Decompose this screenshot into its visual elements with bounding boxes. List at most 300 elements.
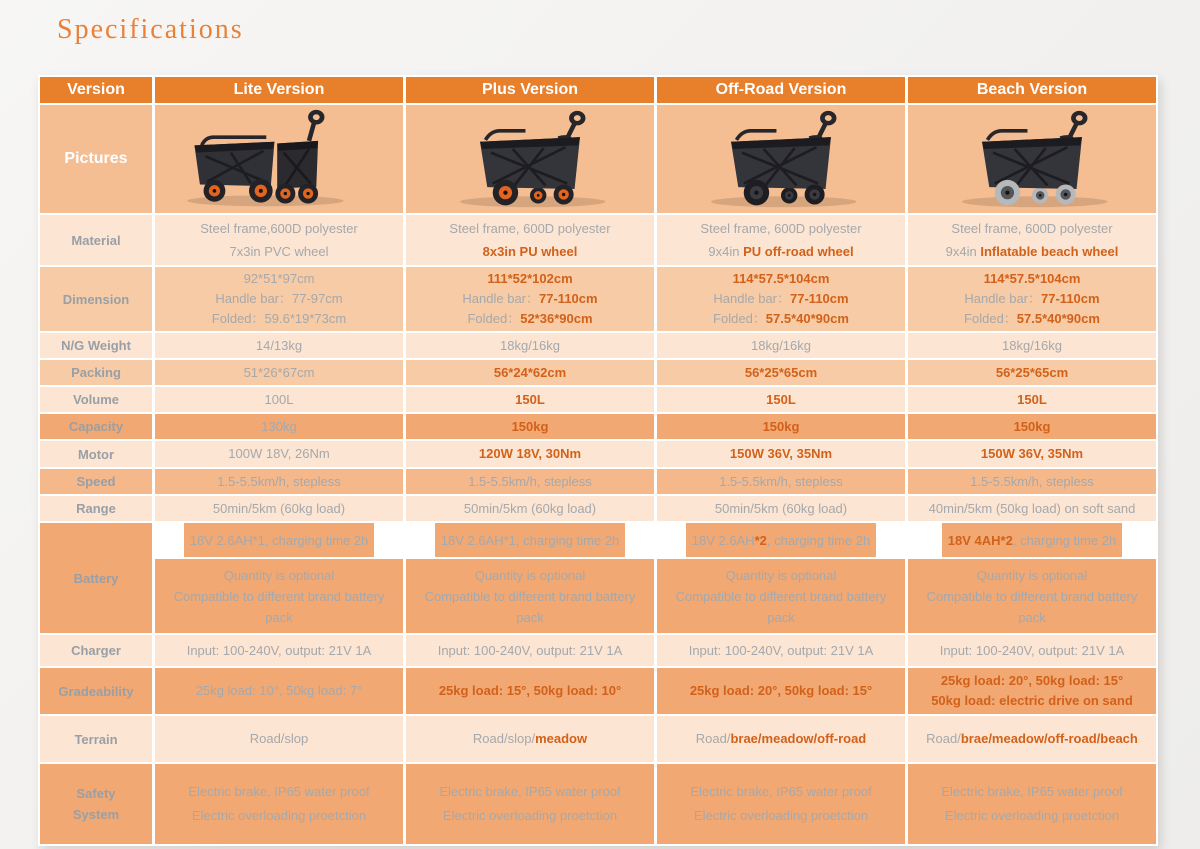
spec-text: Handle bar： <box>713 291 791 306</box>
spec-line <box>224 565 335 586</box>
spec-line <box>726 565 837 586</box>
spec-text: Road/ <box>926 731 961 746</box>
spec-text: , charging time 2h <box>1012 532 1117 548</box>
spec-text: 56*25*65cm <box>744 364 818 380</box>
spec-text: Electric overloading proetction <box>693 808 869 823</box>
spec-text: 1.5-5.5km/h, stepless <box>468 473 592 489</box>
spec-text: Road/slop/ <box>472 731 536 746</box>
spec-cell <box>908 215 1156 265</box>
spec-line <box>964 289 1099 309</box>
spec-cell <box>908 716 1156 762</box>
spec-cell <box>908 360 1156 385</box>
spec-line <box>475 565 586 586</box>
product-image-cell-off-road <box>657 105 905 213</box>
product-image-plus <box>422 109 638 209</box>
spec-text: Quantity is optional <box>474 567 586 583</box>
spec-cell <box>908 387 1156 412</box>
spec-text: 150L <box>515 391 545 407</box>
spec-cell <box>657 635 905 666</box>
spec-text: Compatible to different brand battery pack <box>675 588 887 625</box>
spec-text: 150W 36V, 35Nm <box>980 446 1084 461</box>
spec-line <box>483 240 578 263</box>
spec-text: Input: 100-240V, output: 21V 1A <box>437 642 623 658</box>
spec-text: Road/slop <box>249 731 309 746</box>
spec-text: 130kg <box>261 418 297 434</box>
spec-text: 150kg <box>1013 418 1051 434</box>
spec-line <box>941 671 1123 691</box>
spec-cell <box>406 387 654 412</box>
spec-text: 18kg/16kg <box>500 337 560 353</box>
spec-line <box>745 363 817 383</box>
row-label-terrain <box>40 716 152 762</box>
spec-text: , charging time 2h <box>766 532 871 548</box>
spec-cell <box>406 764 654 844</box>
product-image-cell-beach <box>908 105 1156 213</box>
spec-line <box>487 269 572 289</box>
header-cell-plus-version: Plus Version <box>406 77 654 103</box>
spec-row-battery <box>40 523 1156 633</box>
spec-text: Road/ <box>695 731 731 746</box>
spec-line <box>970 472 1094 492</box>
spec-text: Electric brake, IP65 water proof <box>188 784 370 799</box>
spec-line <box>200 217 358 240</box>
spec-line <box>733 269 830 289</box>
spec-text: 18V 2.6AH*1, charging time 2h <box>440 532 620 548</box>
spec-line <box>438 641 623 661</box>
spec-text: Steel frame,600D polyester <box>200 221 358 236</box>
battery-spec-cell <box>406 523 654 633</box>
spec-text: 57.5*40*90cm <box>765 311 849 326</box>
spec-text: Quantity is optional <box>223 567 335 583</box>
spec-line <box>690 780 871 804</box>
spec-text: Electric brake, IP65 water proof <box>439 784 621 799</box>
spec-line <box>412 586 648 628</box>
spec-cell <box>155 469 403 494</box>
spec-line <box>945 804 1119 828</box>
spec-cell <box>657 414 905 439</box>
spec-text: 77-110cm <box>1041 291 1100 306</box>
spec-cell <box>155 215 403 265</box>
spec-line <box>700 217 861 240</box>
spec-text: 50min/5km (60kg load) <box>463 500 597 516</box>
spec-text: Electric overloading proetction <box>191 808 367 823</box>
spec-cell <box>155 668 403 714</box>
spec-line <box>1002 336 1062 356</box>
spec-line <box>719 472 843 492</box>
spec-cell <box>908 496 1156 521</box>
spec-cell <box>406 668 654 714</box>
spec-line <box>951 217 1112 240</box>
spec-cell <box>908 414 1156 439</box>
spec-cell <box>657 215 905 265</box>
product-image-cell-plus <box>406 105 654 213</box>
spec-line <box>708 240 853 263</box>
row-label-range <box>40 496 152 521</box>
spec-cell <box>155 441 403 467</box>
label-text: Terrain <box>74 731 118 747</box>
spec-line <box>715 499 847 519</box>
row-label-motor <box>40 441 152 467</box>
spec-cell <box>657 764 905 844</box>
spec-row-packing <box>40 360 1156 385</box>
spec-line <box>213 499 345 519</box>
label-text: Safety <box>76 786 116 801</box>
battery-spec-cell <box>908 523 1156 633</box>
spec-text: Folded：59.6*19*73cm <box>211 311 347 326</box>
product-image-cell-lite <box>155 105 403 213</box>
row-label-capacity <box>40 414 152 439</box>
page-title: Specifications <box>57 14 244 45</box>
spec-line <box>940 641 1125 661</box>
spec-line <box>228 444 329 464</box>
spec-text: 100W 18V, 26Nm <box>228 446 330 461</box>
spec-line <box>244 363 315 383</box>
spec-row-gradeability <box>40 668 1156 714</box>
label-text: Speed <box>76 474 116 489</box>
battery-spec-cell <box>657 523 905 633</box>
spec-text: Input: 100-240V, output: 21V 1A <box>688 642 874 658</box>
battery-compatibility-note <box>908 559 1156 633</box>
spec-line <box>948 530 1116 551</box>
battery-pack-spec <box>435 523 626 557</box>
spec-line <box>984 269 1081 289</box>
spec-cell <box>657 496 905 521</box>
header-cell-lite-version: Lite Version <box>155 77 403 103</box>
battery-spec-cell <box>155 523 403 633</box>
spec-line <box>215 289 342 309</box>
spec-line <box>217 472 341 492</box>
spec-text: 18kg/16kg <box>1002 337 1062 353</box>
spec-line <box>250 729 309 749</box>
spec-cell <box>908 764 1156 844</box>
spec-row-motor <box>40 441 1156 467</box>
spec-text: meadow <box>535 731 588 746</box>
spec-line <box>190 530 369 551</box>
spec-row-range <box>40 496 1156 521</box>
spec-line <box>161 586 397 628</box>
spec-cell <box>155 360 403 385</box>
spec-cell <box>657 668 905 714</box>
spec-cell <box>406 716 654 762</box>
spec-line <box>730 444 832 464</box>
spec-line <box>931 691 1133 711</box>
row-label-packing <box>40 360 152 385</box>
spec-cell <box>657 441 905 467</box>
spec-line <box>914 586 1150 628</box>
spec-text: Electric brake, IP65 water proof <box>690 784 872 799</box>
spec-text: Input: 100-240V, output: 21V 1A <box>186 642 372 658</box>
spec-text: Compatible to different brand battery pack <box>926 588 1138 625</box>
spec-line <box>500 336 560 356</box>
spec-line <box>713 309 849 329</box>
spec-text: 8x3in PU wheel <box>482 244 578 259</box>
label-text: N/G Weight <box>61 338 131 353</box>
row-label-charger <box>40 635 152 666</box>
spec-text: 25kg load: 15°, 50kg load: 10° <box>438 683 622 698</box>
spec-line <box>1014 417 1051 437</box>
spec-line <box>964 309 1100 329</box>
spec-line <box>479 444 581 464</box>
spec-text: 1.5-5.5km/h, stepless <box>719 473 843 489</box>
spec-line <box>512 417 549 437</box>
spec-cell <box>155 267 403 331</box>
spec-text: 7x3in PVC wheel <box>229 244 329 259</box>
row-label-battery <box>40 523 152 633</box>
spec-cell <box>155 333 403 358</box>
spec-row-material <box>40 215 1156 265</box>
spec-line <box>256 336 302 356</box>
spec-cell <box>657 716 905 762</box>
spec-text: 114*57.5*104cm <box>732 271 830 286</box>
spec-line <box>751 336 811 356</box>
spec-text: 120W 18V, 30Nm <box>478 446 582 461</box>
label-text: Gradeability <box>58 683 134 699</box>
spec-cell <box>908 635 1156 666</box>
spec-text: 50min/5km (60kg load) <box>714 500 848 516</box>
spec-text: 51*26*67cm <box>243 364 315 380</box>
spec-text: 1.5-5.5km/h, stepless <box>970 473 1094 489</box>
spec-text: 56*24*62cm <box>493 364 567 380</box>
spec-text: Folded： <box>467 311 521 326</box>
product-image-beach <box>924 109 1140 209</box>
spec-cell <box>155 635 403 666</box>
spec-line <box>464 499 596 519</box>
spec-cell <box>155 387 403 412</box>
label-text: Volume <box>73 392 119 407</box>
spec-line <box>663 586 899 628</box>
spec-line <box>261 417 296 437</box>
spec-cell <box>155 716 403 762</box>
spec-text: 50min/5km (60kg load) <box>212 500 346 516</box>
spec-line <box>1017 390 1047 410</box>
spec-line <box>467 309 592 329</box>
spec-cell <box>908 668 1156 714</box>
spec-text: 18V 4AH*2 <box>947 532 1013 548</box>
spec-line <box>212 309 346 329</box>
spec-line <box>515 390 545 410</box>
spec-cell <box>908 441 1156 467</box>
spec-text: Handle bar：77-97cm <box>215 291 343 306</box>
spec-text: Compatible to different brand battery pack <box>424 588 636 625</box>
label-text: Material <box>71 232 121 248</box>
spec-cell <box>155 764 403 844</box>
spec-line <box>188 780 369 804</box>
pictures-label: Pictures <box>40 105 152 213</box>
spec-line <box>941 780 1122 804</box>
spec-line <box>265 390 294 410</box>
label-text: Capacity <box>68 419 124 434</box>
battery-compatibility-note <box>155 559 403 633</box>
spec-text: Folded： <box>713 311 766 326</box>
header-cell-beach-version: Beach Version <box>908 77 1156 103</box>
spec-cell <box>908 333 1156 358</box>
spec-text: 9x4in <box>708 244 744 259</box>
spec-cell <box>657 267 905 331</box>
spec-cell <box>908 267 1156 331</box>
spec-line <box>443 804 617 828</box>
spec-row-terrain <box>40 716 1156 762</box>
spec-cell <box>657 387 905 412</box>
spec-row-dimension <box>40 267 1156 331</box>
spec-text: 114*57.5*104cm <box>983 271 1081 286</box>
spec-line <box>713 289 848 309</box>
spec-text: Inflatable beach wheel <box>980 244 1119 259</box>
spec-text: Input: 100-240V, output: 21V 1A <box>939 642 1125 658</box>
spec-text: Steel frame, 600D polyester <box>449 221 611 236</box>
label-text: Dimension <box>62 291 130 307</box>
spec-line <box>449 217 610 240</box>
spec-text: 150kg <box>511 418 549 434</box>
spec-line <box>689 641 874 661</box>
spec-cell <box>657 469 905 494</box>
battery-compatibility-note <box>657 559 905 633</box>
row-label-speed <box>40 469 152 494</box>
spec-line <box>196 681 363 701</box>
spec-text: 18V 2.6AH*1, charging time 2h <box>189 532 369 548</box>
spec-line <box>977 565 1088 586</box>
row-label-gradeability <box>40 668 152 714</box>
spec-cell <box>406 414 654 439</box>
spec-row-capacity <box>40 414 1156 439</box>
header-cell-off-road-version: Off-Road Version <box>657 77 905 103</box>
spec-line <box>981 444 1083 464</box>
spec-line <box>694 804 868 828</box>
spec-row-ng-weight <box>40 333 1156 358</box>
spec-line <box>439 681 621 701</box>
row-label-safety-system <box>40 764 152 844</box>
spec-header-row <box>40 77 1156 103</box>
spec-cell <box>155 414 403 439</box>
spec-text: Folded： <box>964 311 1017 326</box>
spec-text: 57.5*40*90cm <box>1016 311 1100 326</box>
spec-text: Steel frame, 600D polyester <box>700 221 862 236</box>
spec-text: 25kg load: 20°, 50kg load: 15° <box>940 673 1124 688</box>
spec-row-safety-system <box>40 764 1156 844</box>
spec-cell <box>406 635 654 666</box>
battery-pack-spec <box>942 523 1122 557</box>
spec-text: 56*25*65cm <box>995 364 1069 380</box>
row-label-material <box>40 215 152 265</box>
spec-text: Quantity is optional <box>976 567 1088 583</box>
spec-line <box>230 240 329 263</box>
spec-text: Handle bar： <box>964 291 1042 306</box>
spec-line <box>763 417 800 437</box>
spec-row-charger <box>40 635 1156 666</box>
spec-text: 150L <box>766 391 796 407</box>
spec-line <box>929 499 1136 519</box>
spec-text: brae/meadow/off-road/beach <box>960 731 1138 746</box>
spec-line <box>462 289 597 309</box>
header-cell-version: Version <box>40 77 152 103</box>
product-image-off-road <box>673 109 889 209</box>
spec-text: 50kg load: electric drive on sand <box>931 693 1133 708</box>
battery-compatibility-note <box>406 559 654 633</box>
spec-text: Compatible to different brand battery pack <box>173 588 385 625</box>
spec-text: 52*36*90cm <box>520 311 593 326</box>
label-text: System <box>72 807 120 822</box>
spec-text: 77-110cm <box>539 291 598 306</box>
spec-text: 40min/5km (50kg load) on soft sand <box>928 500 1136 516</box>
spec-line <box>926 729 1138 749</box>
spec-text: *2 <box>754 532 767 548</box>
spec-line <box>441 530 620 551</box>
label-text: Motor <box>77 446 115 462</box>
spec-text: Quantity is optional <box>725 567 837 583</box>
spec-cell <box>406 496 654 521</box>
spec-text: Electric overloading proetction <box>944 808 1120 823</box>
spec-cell <box>406 360 654 385</box>
spec-line <box>439 780 620 804</box>
spec-text: 77-110cm <box>790 291 849 306</box>
spec-text: 25kg load: 10°, 50kg load: 7° <box>195 683 363 698</box>
spec-text: 18kg/16kg <box>751 337 811 353</box>
pictures-row <box>40 105 1156 213</box>
spec-row-speed <box>40 469 1156 494</box>
spec-row-volume <box>40 387 1156 412</box>
spec-text: 150kg <box>762 418 800 434</box>
spec-line <box>494 363 566 383</box>
spec-line <box>187 641 372 661</box>
label-text: Packing <box>71 365 121 380</box>
specifications-table <box>38 75 1158 846</box>
spec-text: 25kg load: 20°, 50kg load: 15° <box>689 683 873 698</box>
label-text: Charger <box>71 643 121 658</box>
spec-text: PU off-road wheel <box>743 244 854 259</box>
spec-text: Electric overloading proetction <box>442 808 618 823</box>
spec-line <box>192 804 366 828</box>
spec-line <box>244 269 315 289</box>
spec-text: 1.5-5.5km/h, stepless <box>217 473 341 489</box>
spec-text: 111*52*102cm <box>487 271 573 286</box>
spec-line <box>690 681 872 701</box>
spec-cell <box>657 360 905 385</box>
battery-pack-spec <box>184 523 375 557</box>
spec-cell <box>406 333 654 358</box>
row-label-dimension <box>40 267 152 331</box>
spec-text: brae/meadow/off-road <box>730 731 867 746</box>
spec-line <box>468 472 592 492</box>
spec-text: 14/13kg <box>255 337 303 353</box>
spec-cell <box>155 496 403 521</box>
spec-text: 150L <box>1017 391 1047 407</box>
row-label-ng-weight <box>40 333 152 358</box>
spec-line <box>766 390 796 410</box>
spec-text: Electric brake, IP65 water proof <box>941 784 1123 799</box>
spec-line <box>696 729 867 749</box>
spec-text: 100L <box>264 391 294 407</box>
product-image-lite <box>171 109 387 209</box>
label-text: Range <box>76 501 116 516</box>
spec-line <box>692 530 871 551</box>
spec-cell <box>657 333 905 358</box>
spec-text: 18V 2.6AH <box>691 532 755 548</box>
spec-text: 92*51*97cm <box>243 271 315 286</box>
label-text: Battery <box>73 570 119 586</box>
spec-line <box>473 729 587 749</box>
spec-line <box>946 240 1119 263</box>
spec-cell <box>406 215 654 265</box>
spec-text: 9x4in <box>945 244 981 259</box>
spec-cell <box>406 267 654 331</box>
spec-cell <box>406 469 654 494</box>
spec-text: Steel frame, 600D polyester <box>951 221 1113 236</box>
battery-pack-spec <box>686 523 877 557</box>
spec-text: Handle bar： <box>462 291 540 306</box>
spec-cell <box>908 469 1156 494</box>
row-label-volume <box>40 387 152 412</box>
spec-line <box>996 363 1068 383</box>
spec-text: 150W 36V, 35Nm <box>729 446 833 461</box>
